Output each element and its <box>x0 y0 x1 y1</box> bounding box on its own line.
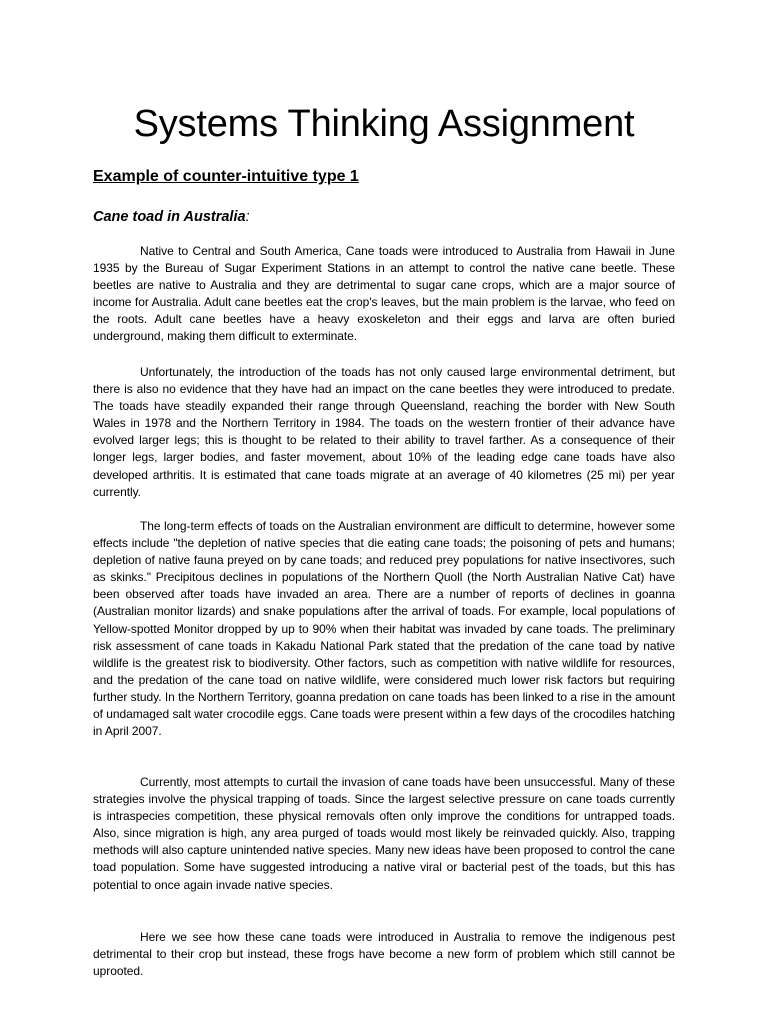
paragraph-effects: The long-term effects of toads on the Australian environment are difficult to determine, however some effects include "the depletion of native species that die eating cane toads; the poisoning of pets and humans; depletion of native fauna preyed on by cane toads; and reduced prey populations for native insectivores, such as skinks." Precipitous declines in populations of the Northern Quoll (the North Australian Native Cat) have been observed after toads have invaded an area. There are a number of reports of declines in goanna (Australian monitor lizards) and snake populations after the arrival of toads. For example, local populations of Yellow-spotted Monitor dropped by up to 90% when their habitat was invaded by cane toads. The preliminary risk assessment of cane toads in Kakadu National Park stated that the predation of the cane toad by native wildlife is the greatest risk to biodiversity. Other factors, such as competition with native wildlife for resources, and the predation of the cane toad on native wildlife, were considered much lower risk factors but requiring further study. In the Northern Territory, goanna predation on cane toads has been linked to a rise in the amount of undamaged salt water crocodile eggs. Cane toads were present within a few days of the crocodiles hatching in April 2007. <box>93 519 675 739</box>
section-heading: Example of counter-intuitive type 1 <box>93 168 359 185</box>
paragraph-conclusion: Here we see how these cane toads were introduced in Australia to remove the indigenous pest detrimental to their crop but instead, these frogs have become a new form of problem which still cannot be uprooted. <box>93 930 675 979</box>
document-title: Systems Thinking Assignment <box>133 103 635 145</box>
sub-heading-text: Cane toad in Australia <box>93 209 246 225</box>
paragraph-spread: Unfortunately, the introduction of the toads has not only caused large environmental detriment, but there is also no evidence that they have had an impact on the cane beetles they were introduced to predate. The toads have steadily expanded their range through Queensland, reaching the border with New South Wales in 1978 and the Northern Territory in 1984. The toads on the western frontier of their advance have evolved larger legs; this is thought to be related to their ability to travel farther. As a consequence of their longer legs, larger bodies, and faster movement, about 10% of the leading edge cane toads have also developed arthritis. It is estimated that cane toads migrate at an average of 40 kilometres (25 mi) per year currently. <box>93 365 675 499</box>
paragraph-introduction: Native to Central and South America, Cane toads were introduced to Australia from Hawaii in June 1935 by the Bureau of Sugar Experiment Stations in an attempt to control the native cane beetle. These beetles are native to Australia and they are detrimental to sugar cane crops, which are a major source of income for Australia. Adult cane beetles eat the crop's leaves, but the main problem is the larvae, who feed on the roots. Adult cane beetles have a heavy exoskeleton and their eggs and larva are often buried underground, making them difficult to exterminate. <box>93 244 675 344</box>
sub-heading <box>93 207 250 227</box>
sub-heading-colon: : <box>245 209 250 225</box>
paragraph-control-attempts: Currently, most attempts to curtail the invasion of cane toads have been unsuccessful. Many of these strategies involve the physical trapping of toads. Since the largest selective pressure on cane toads currently is intraspecies competition, these physical removals often only improve the conditions for untrapped toads. Also, since migration is high, any area purged of toads would most likely be reinvaded quickly. Also, trapping methods will also capture unintended native species. Many new ideas have been proposed to control the cane toad population. Some have suggested introducing a native viral or bacterial pest of the toads, but this has potential to once again invade native species. <box>93 775 675 892</box>
